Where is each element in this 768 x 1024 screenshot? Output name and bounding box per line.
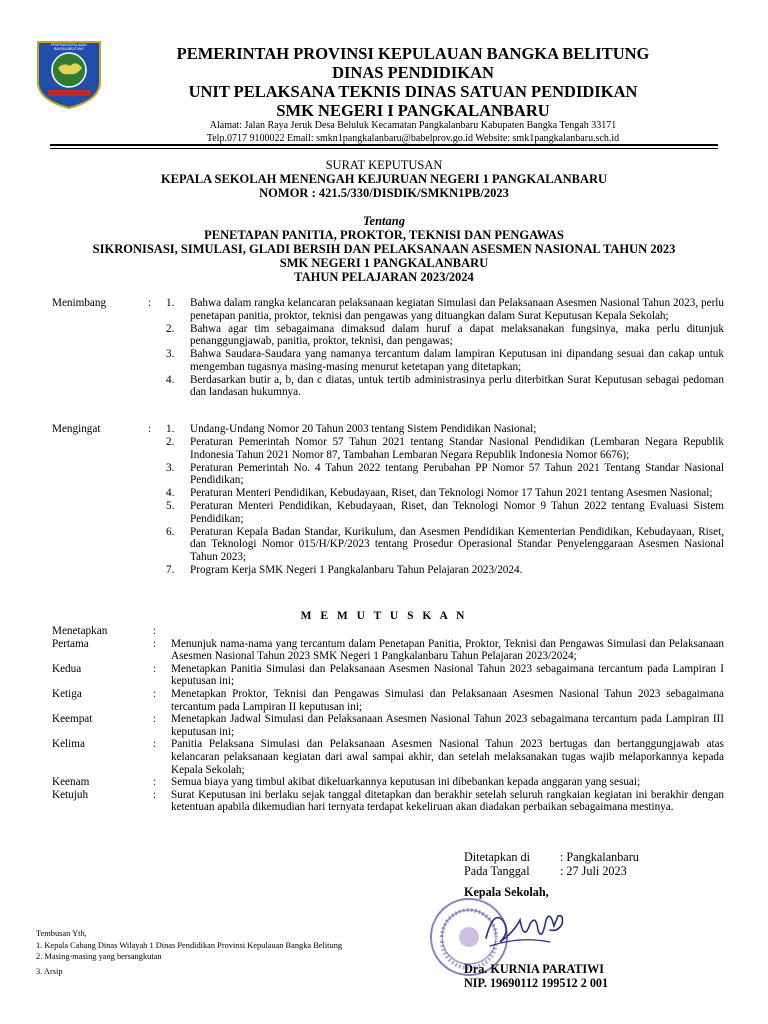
subject-line1: PENETAPAN PANITIA, PROKTOR, TEKNISI DAN PENGAWAS [204,228,564,242]
decision-row: Keenam : Semua biaya yang timbul akibat dikeluarkannya keputusan ini dibebankan kepada anggaran yang sesuai; [52,776,641,789]
tembusan [36,928,342,977]
tembusan-item: 2. Masing-masing yang bersangkutan [36,952,162,962]
signer-name: Dra. KURNIA PARATIWI [464,962,605,976]
logo-text: PROPINSI KEPULAUAN BANGKA BELITUNG [51,43,87,51]
list-item: 5. Peraturan Menteri Pendidikan, Kebudayaan, Riset, dan Teknologi Nomor 9 Tahun 2022 tentang Evaluasi Sistem Pendidikan; [166,500,724,525]
list-item: 7. Program Kerja SMK Negeri 1 Pangkalanbaru Tahun Pelajaran 2023/2024. [166,563,523,576]
sign-date-label: Pada Tanggal [464,864,530,878]
menimbang-label: Menimbang [52,297,107,309]
list-item: 3. Peraturan Pemerintah No. 4 Tahun 2022 tentang Perubahan PP Nomor 57 Tahun 2021 Tentang Standar Nasional Pendidikan; [166,461,724,487]
letterhead-address: Alamat: Jalan Raya Jeruk Desa Beluluk Kecamatan Pangkalanbaru Kabupaten Bangka Tengah 33171 [209,120,617,131]
decision-row: Kelima : Panitia Pelaksana Simulasi dan Pelaksanaan Asesmen Nasional Tahun 2023 bertugas dan bertanggungjawab atas kelancaran pelaksanaan kegiatan dari awal sampai akhir, dan setelah melaksanakan tugas wajib melaporkannya kepada Kepala Sekolah; [52,738,724,776]
decree-issuer: KEPALA SEKOLAH MENENGAH KEJURUAN NEGERI 1 PANGKALANBARU [160,172,608,186]
section-menimbang [52,297,724,399]
header-divider-thin [50,148,718,149]
letterhead-contact: Telp.0717 9100022 Email: smkn1pangkalanbaru@babelprov.go.id Website: smk1pangkalanbaru.sch.id [206,132,620,144]
letterhead-line1: PEMERINTAH PROVINSI KEPULAUAN BANGKA BELITUNG [176,44,650,63]
signer-nip: NIP. 19690112 199512 2 001 [464,976,609,990]
list-item: 4. Berdasarkan butir a, b, dan c diatas, untuk tertib administrasinya perlu diterbitkan Surat Keputusan sebagai pedoman dan landasan hukumnya. [166,373,724,399]
decision-row: Keempat : Menetapkan Jadwal Simulasi dan Pelaksanaan Asesmen Nasional Tahun 2023 sebagaimana tercantum pada Lampiran III keputusan ini; [52,713,724,738]
province-logo [32,38,106,110]
sign-place-value: : Pangkalanbaru [560,850,639,864]
subject-line4: TAHUN PELAJARAN 2023/2024 [294,270,474,284]
list-item: 3. Bahwa Saudara-Saudara yang namanya tercantum dalam lampiran Keputusan ini dipandang sesuai dan cakap untuk mengemban tugasnya masing-masing menurut ketetapan yang ditetapkan; [166,348,724,373]
list-item: 1. Undang-Undang Nomor 20 Tahun 2003 tentang Sistem Pendidikan Nasional; [166,423,537,435]
subject-line3: SMK NEGERI 1 PANGKALANBARU [279,256,489,270]
decision-row: Menetapkan : [52,625,157,637]
tembusan-item: 1. Kepala Cabang Dinas Wilayah 1 Dinas Pendidikan Provinsi Kepulauan Bangka Belitung [36,941,343,951]
decision-row: Pertama : Menunjuk nama-nama yang tercantum dalam Penetapan Panitia, Proktor, Teknisi dan Pengawas Simulasi dan Pelaksanaan Asesmen Nasional Tahun 2023 SMK Negeri 1 Pangkalanbaru Tahun Pelajaran 2023/2024; [52,637,724,663]
letterhead-line2: DINAS PENDIDIKAN [332,63,494,82]
decision-row: Kedua : Menetapkan Panitia Simulasi dan Pelaksanaan Asesmen Nasional Tahun 2023 sebagaimana tercantum pada Lampiran I keputusan ini; [52,662,724,688]
header-divider-thick [50,144,718,146]
sign-date [464,864,627,878]
sign-role: Kepala Sekolah, [464,885,549,899]
list-item: 2. Bahwa agar tim sebagaimana dimaksud dalam huruf a dapat melaksanakan fungsinya, maka perlu ditunjuk penanggungjawab, panitia, proktor, teknisi, dan pengawas; [166,322,724,348]
list-item: 2. Peraturan Pemerintah Nomor 57 Tahun 2021 tentang Standar Nasional Pendidikan (Lembaran Negara Republik Indonesia Tahun 2021 Nomor 87, Tambahan Lembaran Negara Republik Indonesia Nomor 6676); [166,435,724,461]
section-mengingat [52,423,724,577]
subject-line2: SIKRONISASI, SIMULASI, GLADI BERSIH DAN PELAKSANAAN ASESMEN NASIONAL TAHUN 2023 [92,242,676,256]
decision-row: Ketujuh : Surat Keputusan ini berlaku sejak tanggal ditetapkan dan berakhir setelah seluruh rangkaian kegiatan ini berakhir dengan ketentuan apabila dikemudian hari ternyata terdapat kekeliruan akan diadakan perbaikan sebagaimana mestinya. [52,788,724,814]
decree-title: SURAT KEPUTUSAN [325,158,443,172]
tembusan-item: 3. Arsip [36,966,63,976]
mengingat-label: Mengingat [52,423,101,435]
sign-date-value: : 27 Juli 2023 [560,864,627,878]
decision-row: Ketiga : Menetapkan Proktor, Teknisi dan Pengawas Simulasi dan Pelaksanaan Asesmen Nasional Tahun 2023 sebagaimana tercantum pada Lampiran II keputusan ini; [52,687,724,713]
sign-place [464,850,639,864]
list-item: 1. Bahwa dalam rangka kelancaran pelaksanaan kegiatan Simulasi dan Pelaksanaan Asesmen Nasional Tahun 2023, perlu penetapan panitia, proktor, teknisi dan pengawas yang dituangkan dalam Surat Keputusan Kepala Sekolah; [166,297,724,322]
handwritten-signature [480,902,576,958]
letterhead [110,44,716,145]
tembusan-title: Tembusan Yth, [36,929,87,938]
subject-tentang: Tentang [363,214,405,228]
mengingat-colon: : [148,423,152,435]
section-decisions [52,625,724,814]
memutuskan-heading: M E M U T U S K A N [300,610,468,622]
list-item: 6. Peraturan Kepala Badan Standar, Kurikulum, dan Asesmen Pendidikan Kementerian Pendidikan, Kebudayaan, Riset, dan Teknologi Nomor 015/H/KP/2023 tentang Prosedur Operasional Standar Penyelenggaraan Asesmen Nasional Tahun 2023; [166,525,724,563]
decree-number: NOMOR : 421.5/330/DISDIK/SMKN1PB/2023 [259,186,509,200]
sign-place-label: Ditetapkan di [464,850,530,864]
menimbang-colon: : [148,297,152,309]
list-item: 4. Peraturan Menteri Pendidikan, Kebudayaan, Riset, dan Teknologi Nomor 17 Tahun 2021 tentang Asesmen Nasional; [166,487,713,500]
letterhead-line4: SMK NEGERI I PANGKALANBARU [276,101,550,120]
letterhead-line3: UNIT PELAKSANA TEKNIS DINAS SATUAN PENDIDIKAN [188,82,638,101]
